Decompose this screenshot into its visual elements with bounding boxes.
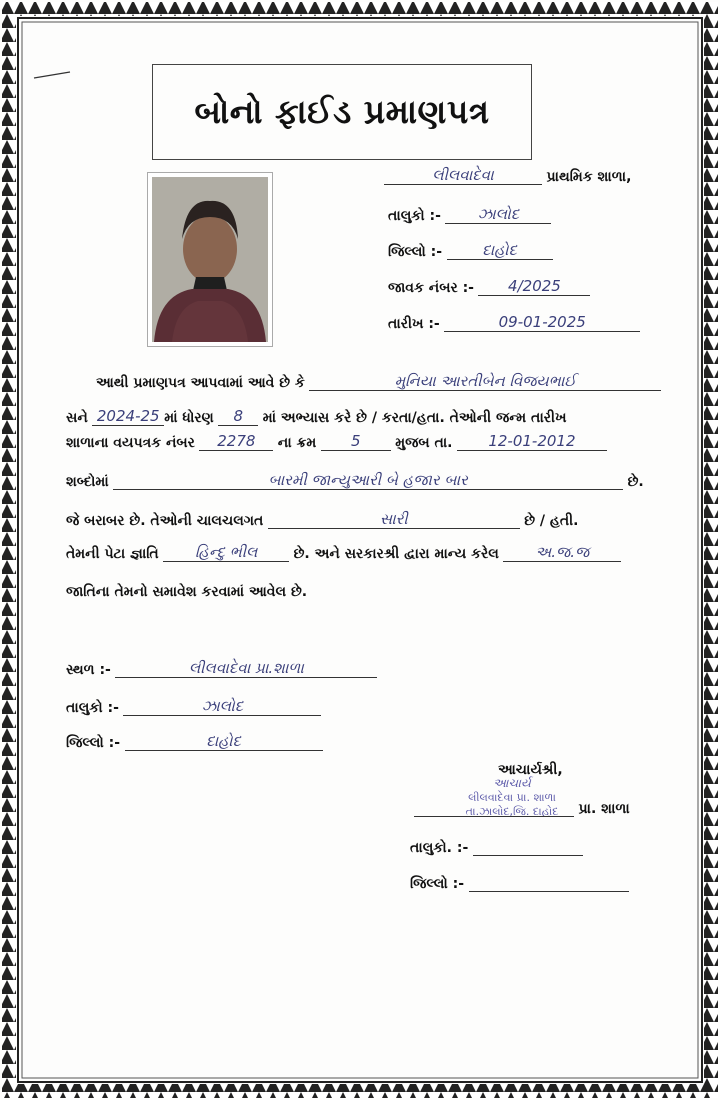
header-taluka-value: ઝાલોદ <box>445 205 551 224</box>
date-value: 09-01-2025 <box>444 313 640 332</box>
principal-school-row <box>414 800 630 817</box>
place-value: લીલવાદેવા પ્રા.શાળા <box>115 659 377 678</box>
student-photo <box>147 172 273 347</box>
date-row <box>388 313 640 332</box>
year-value: 2024-25 <box>92 407 164 426</box>
l6-prefix: તેમની પેટા જ્ઞાતિ <box>66 546 159 562</box>
principal-title: આચાર્યશ્રી, <box>498 762 563 778</box>
l2-prefix: સને <box>66 410 88 426</box>
dob-words-value: બારમી જાન્યુઆરી બે હજાર બાર <box>113 471 623 490</box>
school-name-value: લીલવાદેવા <box>384 166 542 185</box>
l3-mid2: મુજબ તા. <box>395 435 453 451</box>
l1-prefix: આથી પ્રમાણપત્ર આપવામાં આવે છે કે <box>96 375 305 391</box>
sig-taluka-line <box>473 839 583 856</box>
l2-mid: માં ધોરણ <box>164 410 214 426</box>
body-line-3 <box>66 432 607 451</box>
sig-district-row <box>410 875 629 892</box>
student-photo-image <box>152 177 268 342</box>
footer-district-row <box>66 732 323 751</box>
dob-value: 12-01-2012 <box>457 432 607 451</box>
l4-suffix: છે. <box>627 474 644 490</box>
place-label: સ્થળ :- <box>66 662 111 678</box>
body-line-2 <box>66 407 567 426</box>
school-suffix: પ્રાથમિક શાળા, <box>546 169 632 185</box>
student-name-value: મુનિયા આરતીબેન વિજયભાઈ <box>309 372 661 391</box>
stamp-line-1: આચાર્ય <box>493 776 531 790</box>
l6-mid: છે. અને સરકારશ્રી દ્વારા માન્ય કરેલ <box>293 546 499 562</box>
l5-prefix: જે બરાબર છે. તેઓની ચાલચલગત <box>66 513 264 529</box>
l3-mid: ના ક્રમ <box>277 435 317 451</box>
outward-row <box>388 277 590 296</box>
category-value: અ.જ.જ <box>503 543 621 562</box>
header-district-row <box>388 241 553 260</box>
certificate-title: બોનો ફાઈડ પ્રમાણપત્ર <box>194 92 490 131</box>
l2-suffix: માં અભ્યાસ કરે છે / કરતા/હતા. તેઓની જન્મ તારીખ <box>262 410 567 426</box>
body-line-5 <box>66 510 578 529</box>
footer-taluka-label: તાલુકો :- <box>66 700 119 716</box>
l3-prefix: શાળાના વયપત્રક નંબર <box>66 435 195 451</box>
body-line-7 <box>66 584 307 600</box>
header-taluka-label: તાલુકો :- <box>388 208 441 224</box>
header-taluka-row <box>388 205 551 224</box>
sig-district-label: જિલ્લો :- <box>410 876 465 892</box>
standard-value: 8 <box>218 407 258 426</box>
l4-prefix: શબ્દોમાં <box>66 474 109 490</box>
body-line-4 <box>66 471 644 490</box>
footer-district-label: જિલ્લો :- <box>66 735 121 751</box>
footer-district-value: દાહોદ <box>125 732 323 751</box>
header-district-label: જિલ્લો :- <box>388 244 443 260</box>
school-name-row <box>384 166 631 185</box>
principal-school-line <box>414 800 574 817</box>
footer-taluka-row <box>66 697 321 716</box>
body-line-6 <box>66 543 621 562</box>
footer-taluka-value: ઝાલોદ <box>123 697 321 716</box>
l5-suffix: છે / હતી. <box>524 513 579 529</box>
header-district-value: દાહોદ <box>447 241 553 260</box>
place-row <box>66 659 377 678</box>
l7-text: જાતિના તેમનો સમાવેશ કરવામાં આવેલ છે. <box>66 584 308 600</box>
stamp-line-3: તા.ઝાલોદ,જિ. દાહોદ <box>465 805 559 818</box>
sig-taluka-row <box>410 839 583 856</box>
sig-district-line <box>469 875 629 892</box>
outward-label: જાવક નંબર :- <box>388 280 474 296</box>
outward-value: 4/2025 <box>478 277 590 296</box>
title-box <box>152 64 532 160</box>
stamp-line-2: લીલવાદેવા પ્રા. શાળા <box>468 791 556 804</box>
serial-value: 5 <box>321 432 391 451</box>
body-line-1 <box>96 372 661 391</box>
register-value: 2278 <box>199 432 273 451</box>
conduct-value: સારી <box>268 510 520 529</box>
principal-school-suffix: પ્રા. શાળા <box>578 801 630 817</box>
caste-value: હિન્દુ ભીલ <box>163 543 289 562</box>
sig-taluka-label: તાલુકો. :- <box>410 840 469 856</box>
date-label: તારીખ :- <box>388 316 440 332</box>
